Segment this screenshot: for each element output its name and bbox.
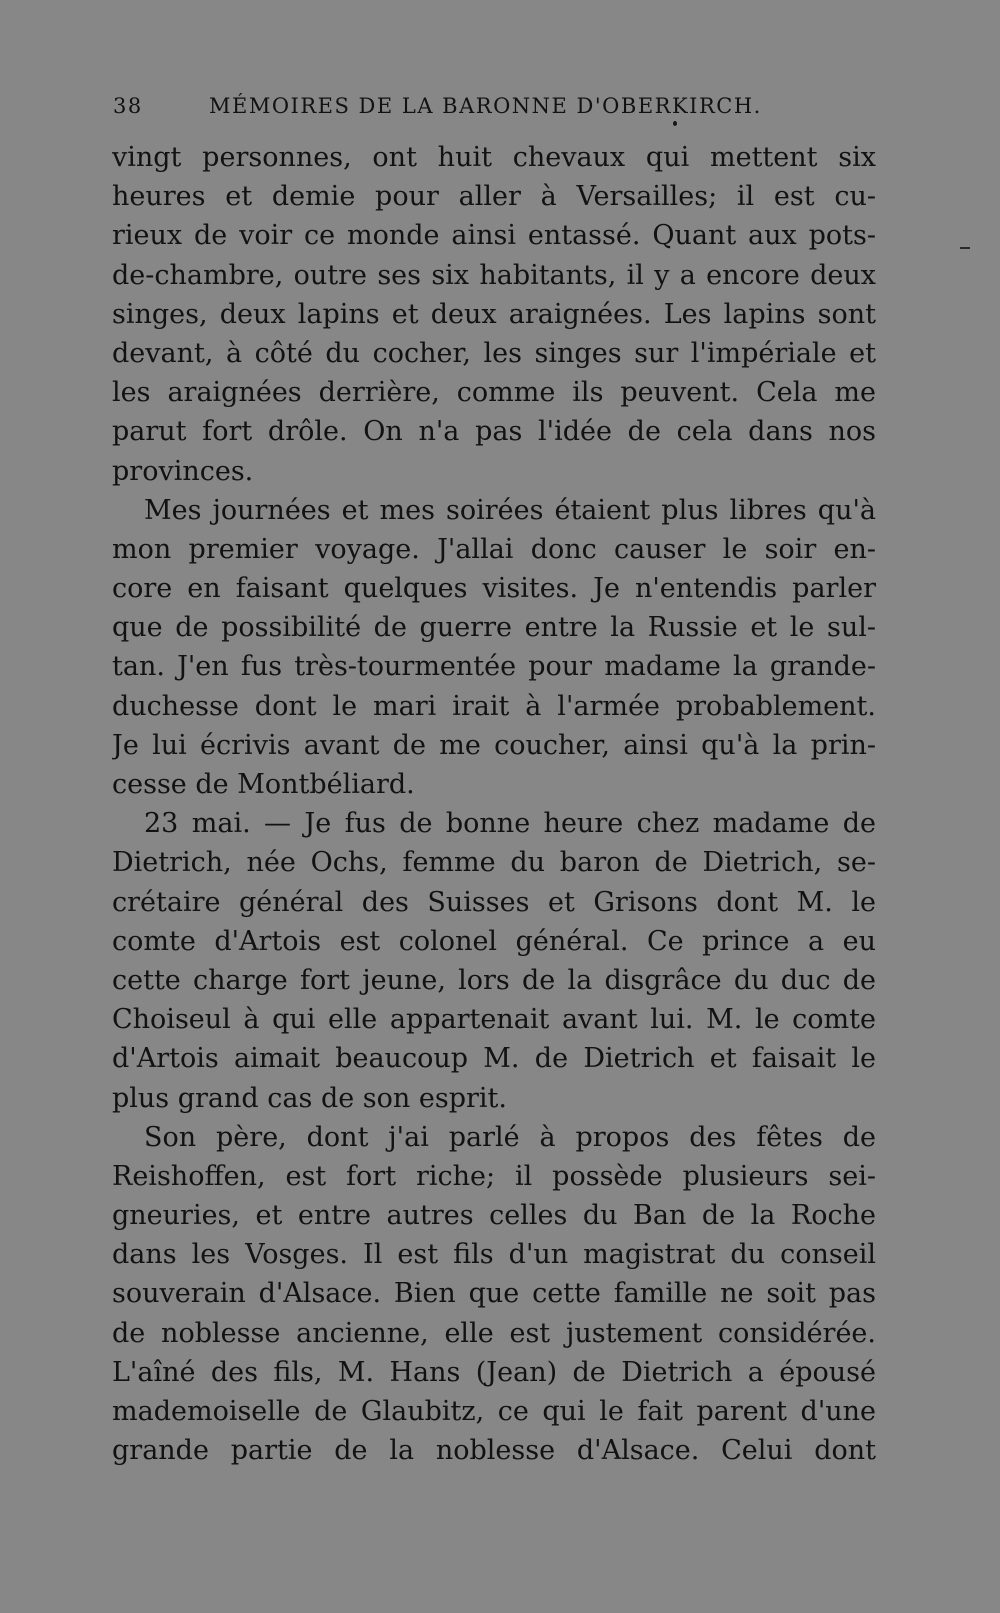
text-line: provinces.: [112, 455, 254, 487]
text-line: Dietrich, née Ochs, femme du baron de Dietrich, se-: [112, 847, 876, 879]
body-text: [112, 138, 876, 1470]
text-line: devant, à côté du cocher, les singes sur l'impériale et: [112, 337, 876, 369]
text-line: comte d'Artois est colonel général. Ce prince a eu: [112, 925, 876, 957]
text-line: Choiseul à qui elle appartenait avant lui. M. le comte: [112, 1004, 876, 1036]
text-line: mon premier voyage. J'allai donc causer le soir en-: [112, 533, 876, 565]
text-line: dans les Vosges. Il est fils d'un magistrat du conseil: [112, 1239, 876, 1271]
margin-mark: [960, 247, 970, 249]
text-line: Reishoffen, est fort riche; il possède plusieurs sei-: [112, 1160, 876, 1192]
text-line: parut fort drôle. On n'a pas l'idée de cela dans nos: [112, 416, 876, 448]
text-line: Je lui écrivis avant de me coucher, ainsi qu'à la prin-: [112, 729, 876, 761]
printing-speck: [673, 121, 677, 126]
text-line: les araignées derrière, comme ils peuvent. Cela me: [112, 377, 876, 409]
text-line: de noblesse ancienne, elle est justement considérée.: [112, 1317, 876, 1349]
text-line: vingt personnes, ont huit chevaux qui mettent six: [112, 142, 876, 173]
text-line: cette charge fort jeune, lors de la disgrâce du duc de: [112, 964, 876, 996]
text-line: crétaire général des Suisses et Grisons dont M. le: [112, 886, 876, 918]
text-line: rieux de voir ce monde ainsi entassé. Quant aux pots-: [112, 220, 876, 252]
text-line: de-chambre, outre ses six habitants, il y a encore deux: [112, 259, 876, 291]
text-line: plus grand cas de son esprit.: [112, 1082, 507, 1114]
text-line: souverain d'Alsace. Bien que cette famille ne soit pas: [112, 1278, 876, 1310]
running-title: MÉMOIRES DE LA BARONNE D'OBERKIRCH.: [209, 94, 762, 118]
text-line: L'aîné des fils, M. Hans (Jean) de Dietrich a épousé: [112, 1356, 876, 1388]
text-line: singes, deux lapins et deux araignées. Les lapins sont: [112, 298, 876, 330]
text-line: cesse de Montbéliard.: [112, 769, 415, 800]
text-line: grande partie de la noblesse d'Alsace. Celui dont: [112, 1435, 876, 1467]
paragraph-start-line: 23 mai. — Je fus de bonne heure chez madame de: [144, 808, 876, 840]
text-line: d'Artois aimait beaucoup M. de Dietrich et faisait le: [112, 1043, 876, 1075]
text-line: que de possibilité de guerre entre la Russie et le sul-: [112, 612, 876, 644]
text-line: heures et demie pour aller à Versailles; il est cu-: [112, 181, 876, 213]
paragraph-start-line: Son père, dont j'ai parlé à propos des fêtes de: [144, 1121, 876, 1153]
text-line: gneuries, et entre autres celles du Ban de la Roche: [112, 1200, 876, 1232]
paragraph-start-line: Mes journées et mes soirées étaient plus libres qu'à: [144, 494, 876, 526]
page-number: 38: [113, 94, 143, 118]
text-line: duchesse dont le mari irait à l'armée probablement.: [112, 690, 876, 722]
page-header: [113, 88, 873, 124]
text-line: mademoiselle de Glaubitz, ce qui le fait parent d'une: [112, 1396, 876, 1427]
text-line: tan. J'en fus très-tourmentée pour madame la grande-: [112, 651, 876, 683]
text-line: core en faisant quelques visites. Je n'entendis parler: [112, 573, 876, 605]
